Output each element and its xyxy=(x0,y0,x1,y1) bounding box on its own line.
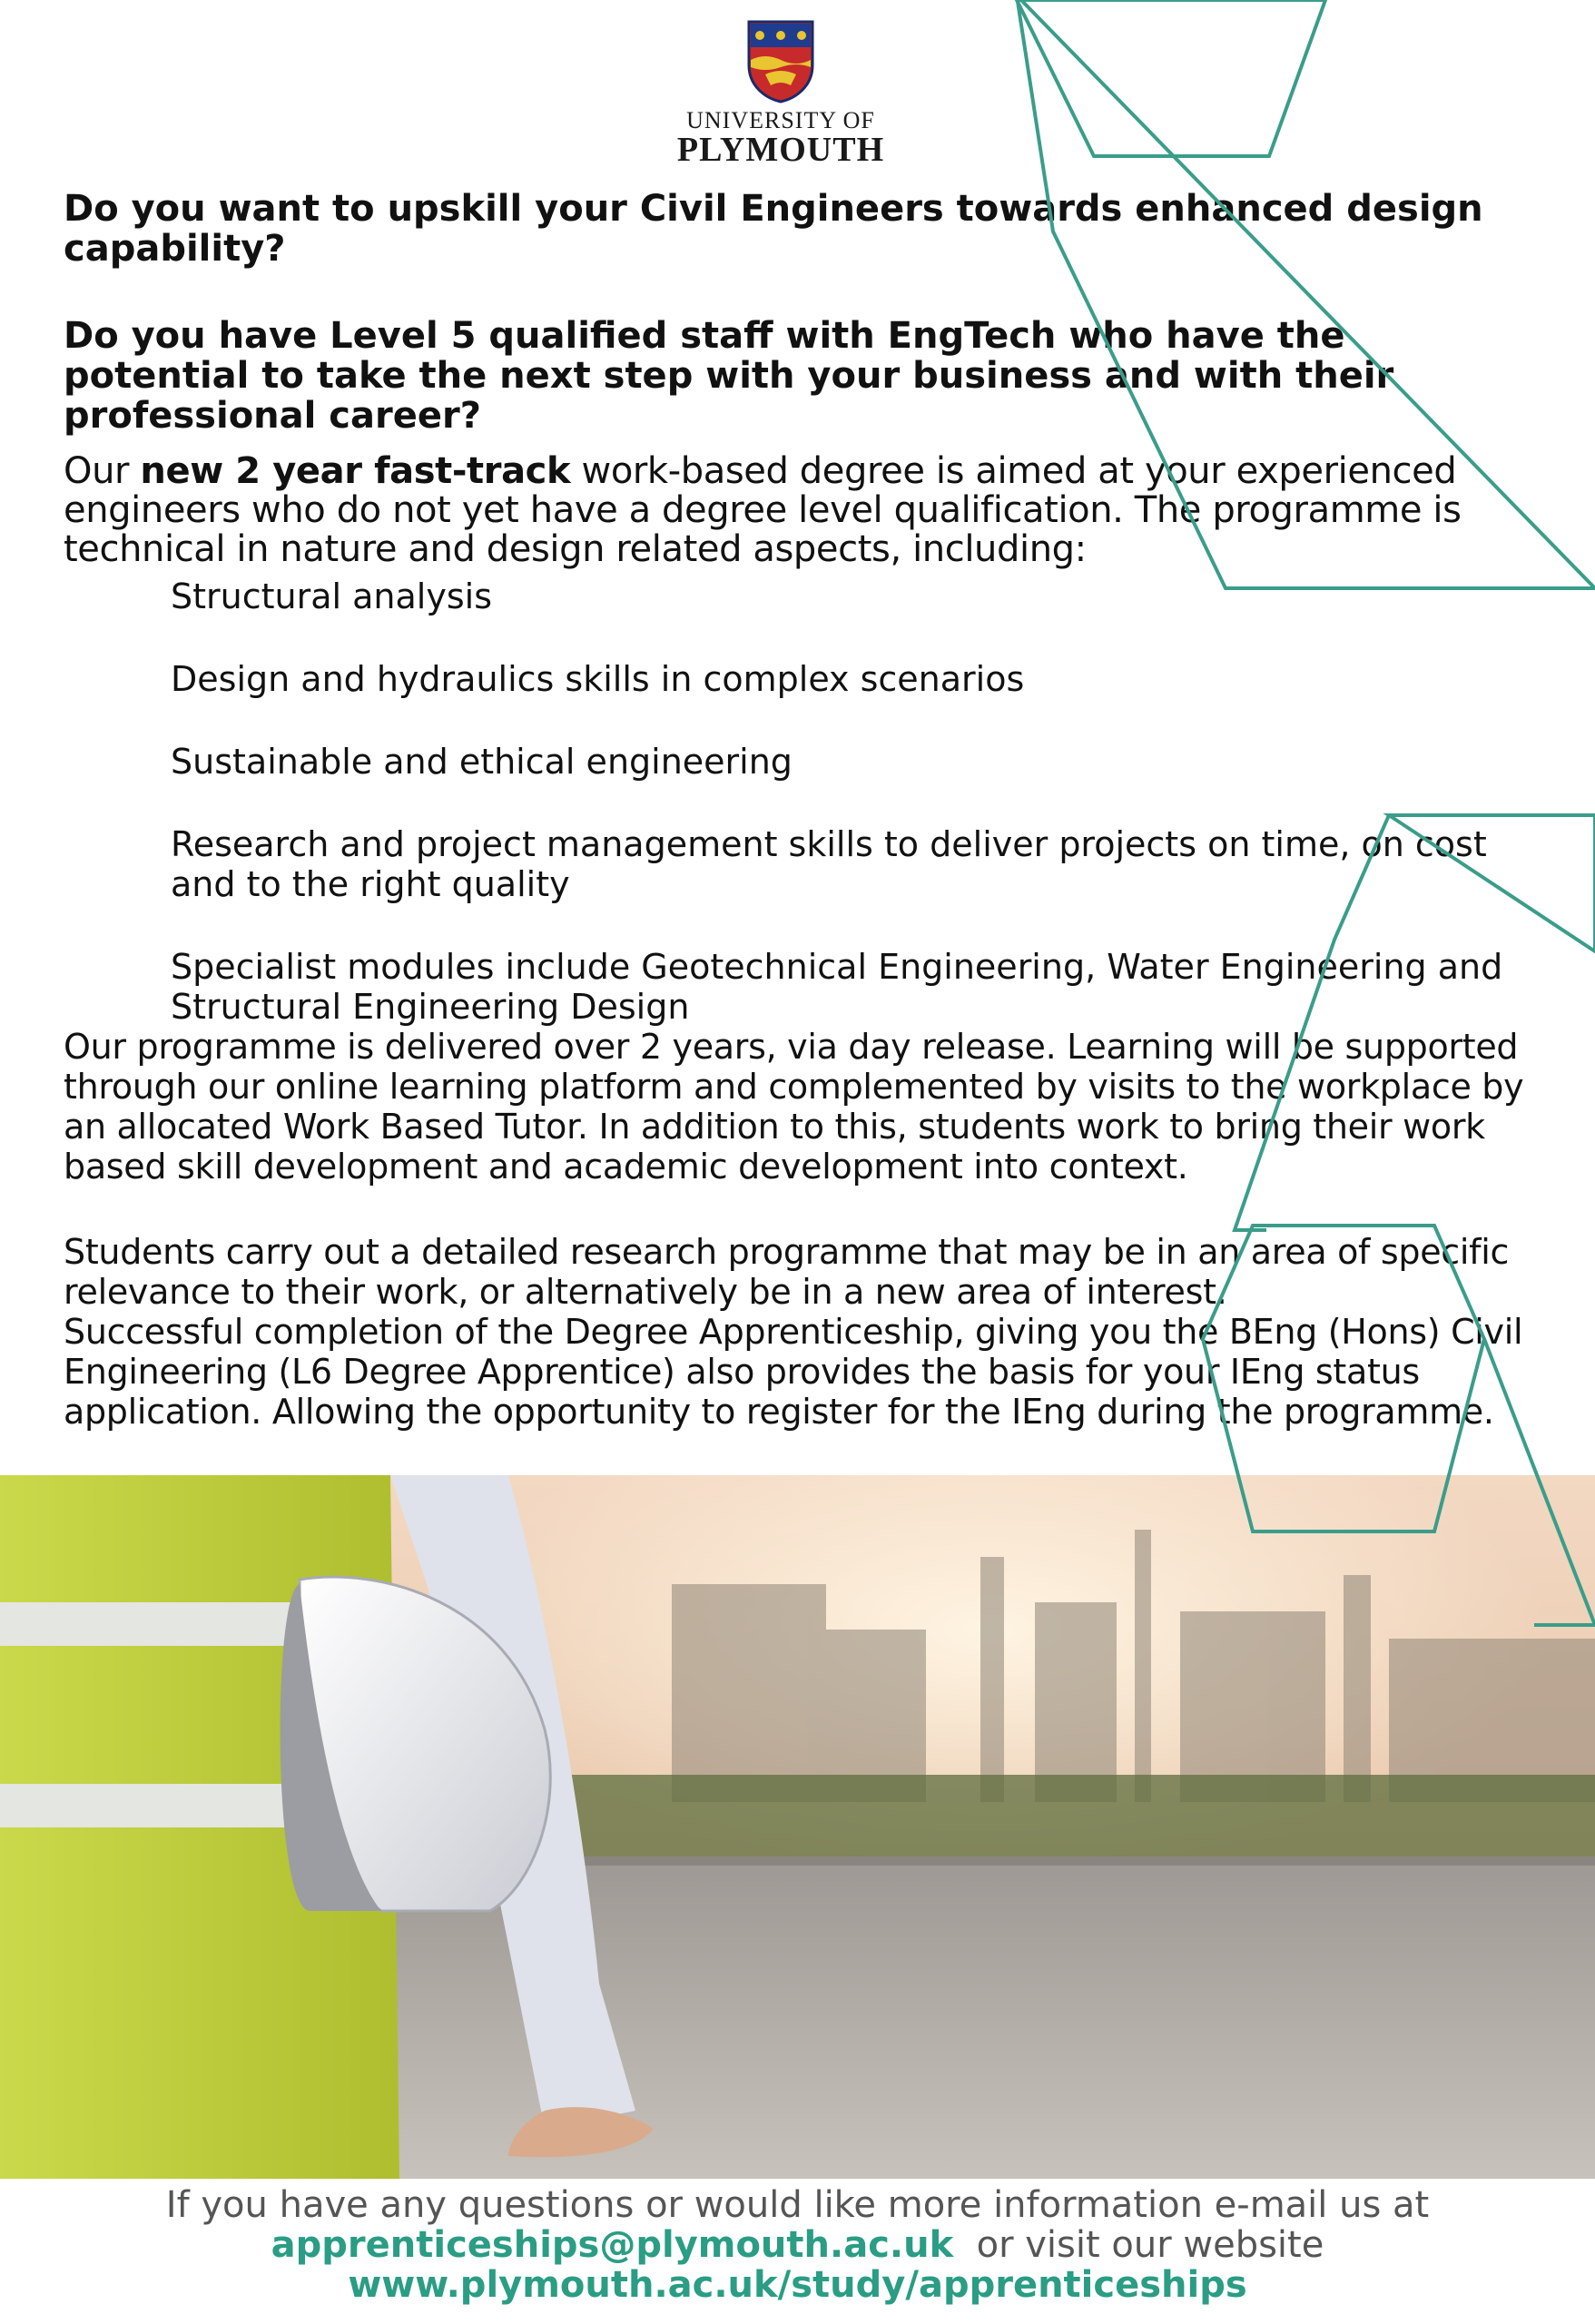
list-item: Research and project management skills to deliver projects on time, on cost and to the right quality xyxy=(171,824,1487,904)
intro-highlight: new 2 year fast-track xyxy=(140,450,571,492)
list-item: Design and hydraulics skills in complex scenarios xyxy=(171,659,1025,699)
intro-suffix: work-based degree is aimed at your experienced engineers who do not yet have a degree level qualification. The programme is technical in nature and design related aspects, including: xyxy=(64,450,1462,570)
main-content xyxy=(64,189,1534,1432)
question-upskill: Do you want to upskill your Civil Engineers towards enhanced design capability? xyxy=(64,188,1483,270)
logo-line-1: UNIVERSITY OF xyxy=(686,107,875,133)
footer-contact-line xyxy=(0,2225,1595,2265)
completion-paragraph: Successful completion of the Degree Apprenticeship, giving you the BEng (Hons) Civil Engineering (L6 Degree Apprentice) also provides the basis for your IEng status application. Allowing the opportunity to register for the IEng during the programme. xyxy=(64,1312,1523,1432)
footer-visit-text: or visit our website xyxy=(953,2224,1324,2266)
contact-footer xyxy=(0,2185,1595,2305)
logo-line-2: PLYMOUTH xyxy=(676,131,885,169)
footer-website-line xyxy=(0,2265,1595,2305)
research-paragraph: Students carry out a detailed research programme that may be in an area of specific relevance to their work, or alternatively be in a new area of interest. xyxy=(64,1232,1510,1312)
footer-question: If you have any questions or would like more information e-mail us at xyxy=(165,2184,1430,2226)
list-item: Structural analysis xyxy=(171,576,493,616)
skills-list xyxy=(64,576,1534,1027)
intro-paragraph xyxy=(64,452,1534,569)
crest-icon xyxy=(747,20,814,103)
intro-prefix: Our xyxy=(64,450,141,492)
email-link[interactable]: apprenticeships@plymouth.ac.uk xyxy=(271,2224,954,2266)
university-logo xyxy=(672,20,890,167)
question-level5: Do you have Level 5 qualified staff with EngTech who have the potential to take the next step with your business and with their professional career? xyxy=(64,315,1394,437)
delivery-paragraph: Our programme is delivered over 2 years, via day release. Learning will be supported through our online learning platform and complemented by visits to the workplace by an allocated Work Based Tutor. In addition to this, students work to bring their work based skill development and academic development into context. xyxy=(64,1027,1524,1187)
list-item: Sustainable and ethical engineering xyxy=(171,742,793,782)
website-link[interactable]: www.plymouth.ac.uk/study/apprenticeships xyxy=(348,2264,1247,2306)
list-item: Specialist modules include Geotechnical Engineering, Water Engineering and Structural Engineering Design xyxy=(171,947,1503,1027)
engineer-photo xyxy=(0,1475,1595,2179)
hexagon-top xyxy=(1017,0,1325,156)
